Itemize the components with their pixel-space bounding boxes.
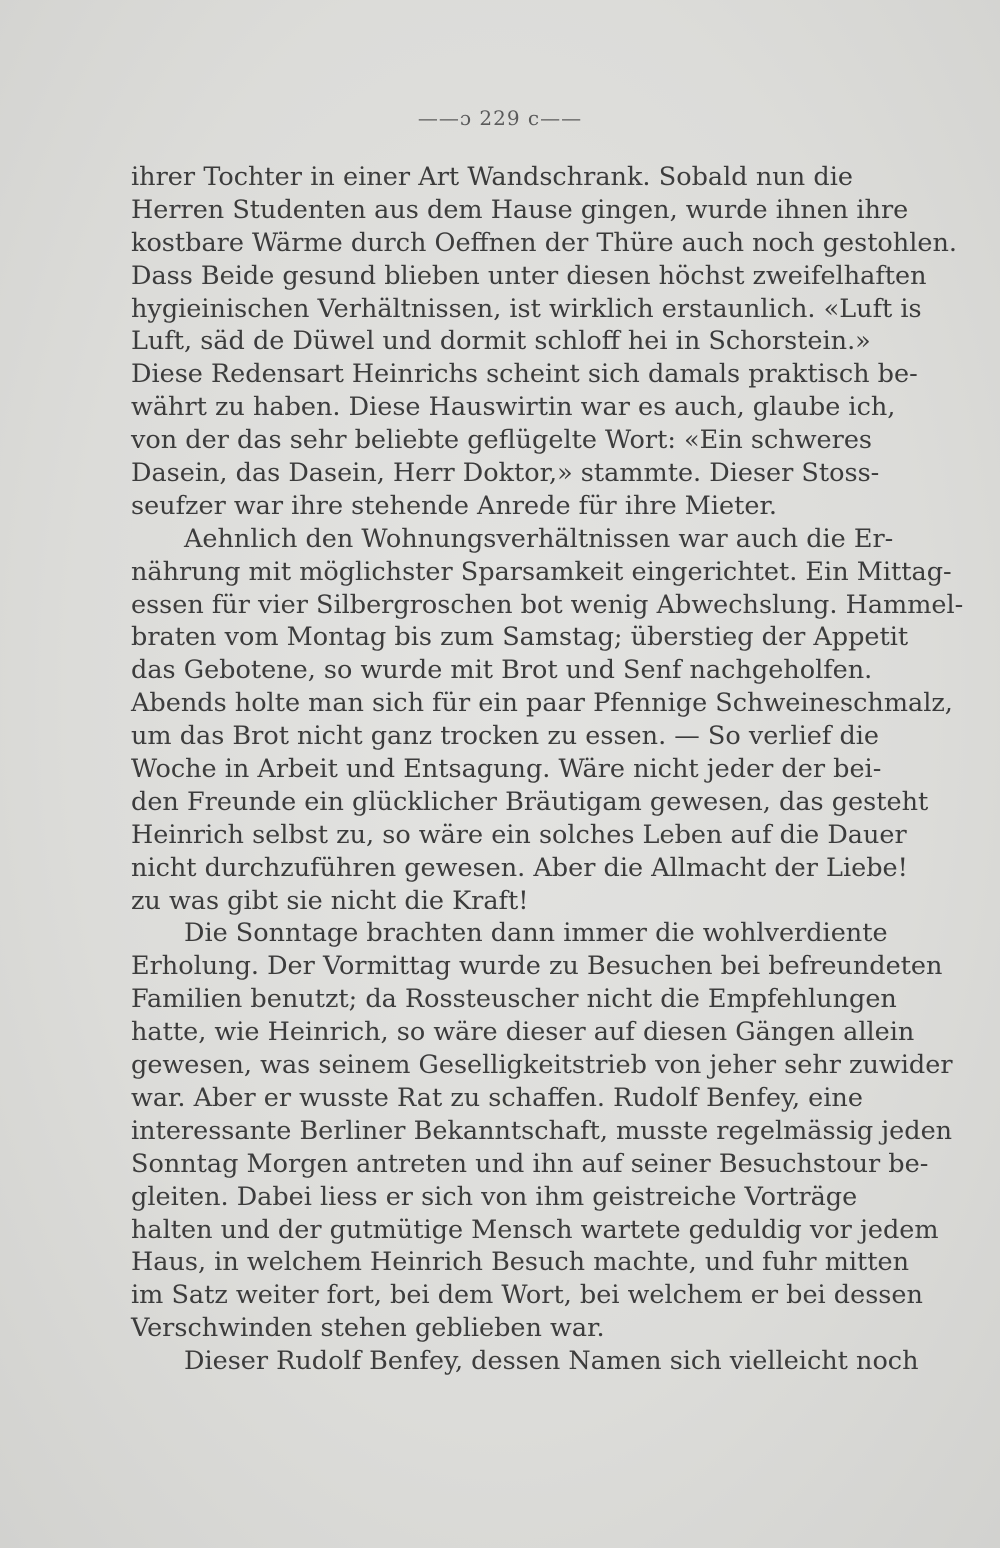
text-line: Familien benutzt; da Rossteuscher nicht die Empfehlungen: [131, 984, 897, 1015]
text-line: Sonntag Morgen antreten und ihn auf seiner Besuchstour be-: [131, 1148, 929, 1179]
text-line: interessante Berliner Bekanntschaft, musste regelmässig jeden: [131, 1115, 953, 1146]
text-line: kostbare Wärme durch Oeffnen der Thüre auch noch gestohlen.: [131, 227, 957, 258]
text-line: von der das sehr beliebte geflügelte Wort: «Ein schweres: [131, 425, 872, 456]
text-line: Woche in Arbeit und Entsagung. Wäre nicht jeder der bei-: [131, 754, 882, 785]
text-line: Dieser Rudolf Benfey, dessen Namen sich vielleicht noch: [184, 1346, 919, 1377]
text-line: halten und der gutmütige Mensch wartete geduldig vor jedem: [131, 1214, 939, 1245]
text-line: das Gebotene, so wurde mit Brot und Senf nachgeholfen.: [131, 655, 873, 686]
text-line: den Freunde ein glücklicher Bräutigam gewesen, das gesteht: [131, 786, 929, 817]
text-line: gleiten. Dabei liess er sich von ihm geistreiche Vorträge: [131, 1181, 858, 1212]
text-line: Herren Studenten aus dem Hause gingen, wurde ihnen ihre: [131, 194, 909, 225]
text-line: Erholung. Der Vormittag wurde zu Besuchen bei befreundeten: [131, 951, 943, 982]
text-line: Diese Redensart Heinrichs scheint sich damals praktisch be-: [131, 359, 918, 390]
text-line: Dass Beide gesund blieben unter diesen höchst zweifelhaften: [131, 260, 927, 291]
text-line: hatte, wie Heinrich, so wäre dieser auf diesen Gängen allein: [131, 1017, 915, 1048]
text-line: ihrer Tochter in einer Art Wandschrank. Sobald nun die: [131, 162, 853, 192]
text-line: braten vom Montag bis zum Samstag; überstieg der Appetit: [131, 622, 909, 653]
text-line: Heinrich selbst zu, so wäre ein solches Leben auf die Dauer: [131, 819, 907, 850]
text-line: Aehnlich den Wohnungsverhältnissen war auch die Er-: [184, 523, 894, 554]
text-line: währt zu haben. Diese Hauswirtin war es auch, glaube ich,: [131, 392, 896, 423]
text-line: essen für vier Silbergroschen bot wenig Abwechslung. Hammel-: [131, 589, 964, 620]
text-line: Luft, säd de Düwel und dormit schloff hei in Schorstein.»: [131, 326, 871, 357]
text-line: seufzer war ihre stehende Anrede für ihre Mieter.: [131, 490, 777, 521]
text-line: Die Sonntage brachten dann immer die wohlverdiente: [184, 918, 888, 949]
text-line: im Satz weiter fort, bei dem Wort, bei welchem er bei dessen: [131, 1280, 923, 1311]
text-line: gewesen, was seinem Geselligkeitstrieb von jeher sehr zuwider: [131, 1050, 953, 1081]
text-line: Haus, in welchem Heinrich Besuch machte, und fuhr mitten: [131, 1247, 910, 1278]
text-line: Abends holte man sich für ein paar Pfennige Schweineschmalz,: [131, 688, 953, 719]
text-line: Verschwinden stehen geblieben war.: [131, 1313, 605, 1344]
text-line: nährung mit möglichster Sparsamkeit eingerichtet. Ein Mittag-: [131, 556, 952, 587]
text-line: um das Brot nicht ganz trocken zu essen. — So verlief die: [131, 721, 880, 752]
text-line: Dasein, das Dasein, Herr Doktor,» stammte. Dieser Stoss-: [131, 458, 880, 489]
body-text: [131, 161, 964, 1378]
text-line: nicht durchzuführen gewesen. Aber die Allmacht der Liebe!: [131, 852, 908, 883]
text-line: war. Aber er wusste Rat zu schaffen. Rudolf Benfey, eine: [131, 1082, 863, 1113]
text-line: hygieinischen Verhältnissen, ist wirklich erstaunlich. «Luft is: [131, 293, 922, 324]
text-line: zu was gibt sie nicht die Kraft!: [131, 885, 529, 916]
page-number: ——ɔ 229 c——: [417, 106, 583, 130]
